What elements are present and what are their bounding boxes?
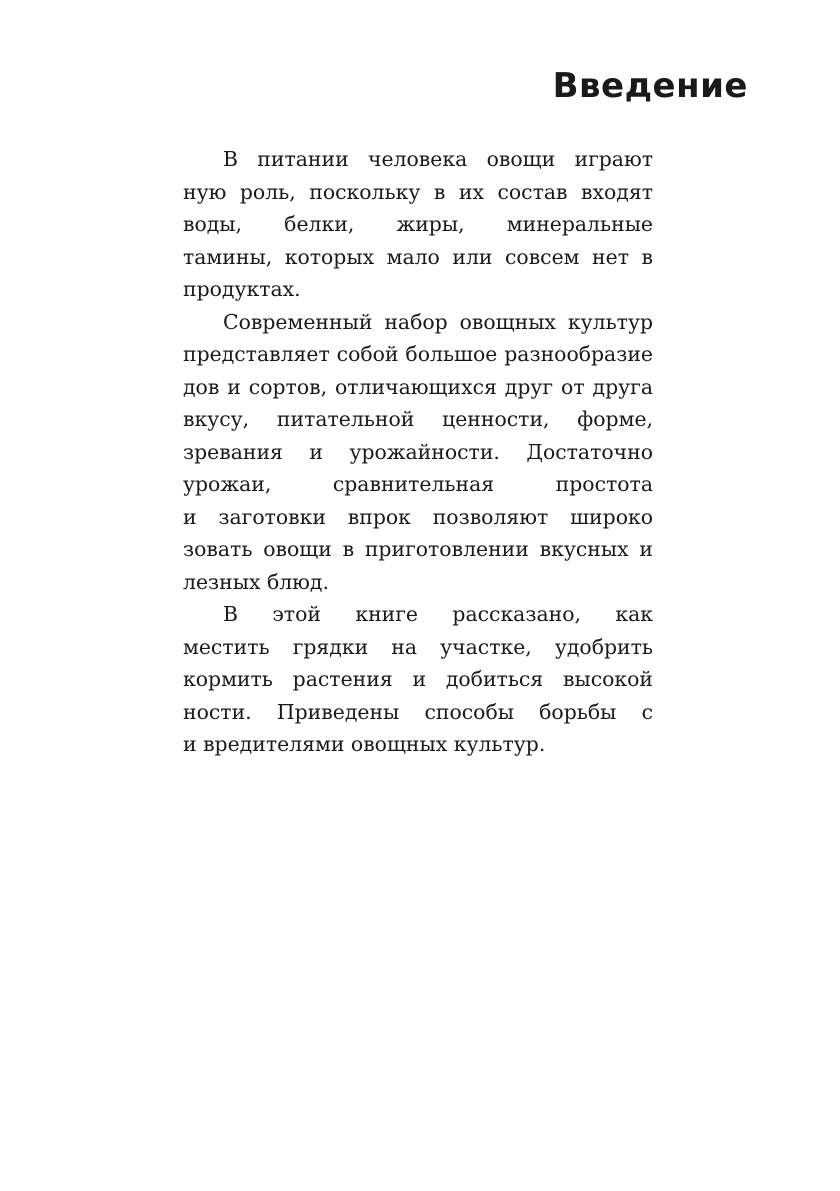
text-line: вкусу, питательной ценности, форме, xyxy=(183,407,653,431)
text-line: ности. Приведены способы борьбы с xyxy=(183,699,653,724)
text-line: воды, белки, жиры, минеральные xyxy=(183,212,653,236)
text-line: дов и сортов, отличающихся друг от друга xyxy=(183,374,653,399)
paragraph-1 xyxy=(143,143,653,306)
paragraph-2 xyxy=(143,306,653,599)
text-line: В питании человека овощи играют xyxy=(223,147,653,171)
text-line: Современный набор овощных культур xyxy=(223,309,653,334)
paragraph-3 xyxy=(143,598,653,761)
text-line: и заготовки впрок позволяют широко xyxy=(183,504,653,529)
text-line: зревания и урожайности. Достаточно xyxy=(183,439,653,464)
text-line: В этой книге рассказано, как xyxy=(223,602,653,626)
text-line: ную роль, поскольку в их состав входят xyxy=(183,179,653,204)
text-line: представляет собой большое разнообразие xyxy=(183,342,653,366)
text-line: местить грядки на участке, удобрить xyxy=(183,634,653,659)
text-line: кормить растения и добиться высокой xyxy=(183,667,653,691)
text-line: зовать овощи в приготовлении вкусных и xyxy=(183,537,653,561)
text-line: урожаи, сравнительная простота xyxy=(183,472,653,496)
text-line: и вредителями овощных культур. xyxy=(183,732,546,756)
text-line: лезных блюд. xyxy=(183,569,329,594)
text-line: продуктах. xyxy=(183,277,301,301)
chapter-title: Введение xyxy=(552,66,748,106)
body-text xyxy=(143,143,653,761)
text-line: тамины, которых мало или совсем нет в xyxy=(183,244,653,269)
